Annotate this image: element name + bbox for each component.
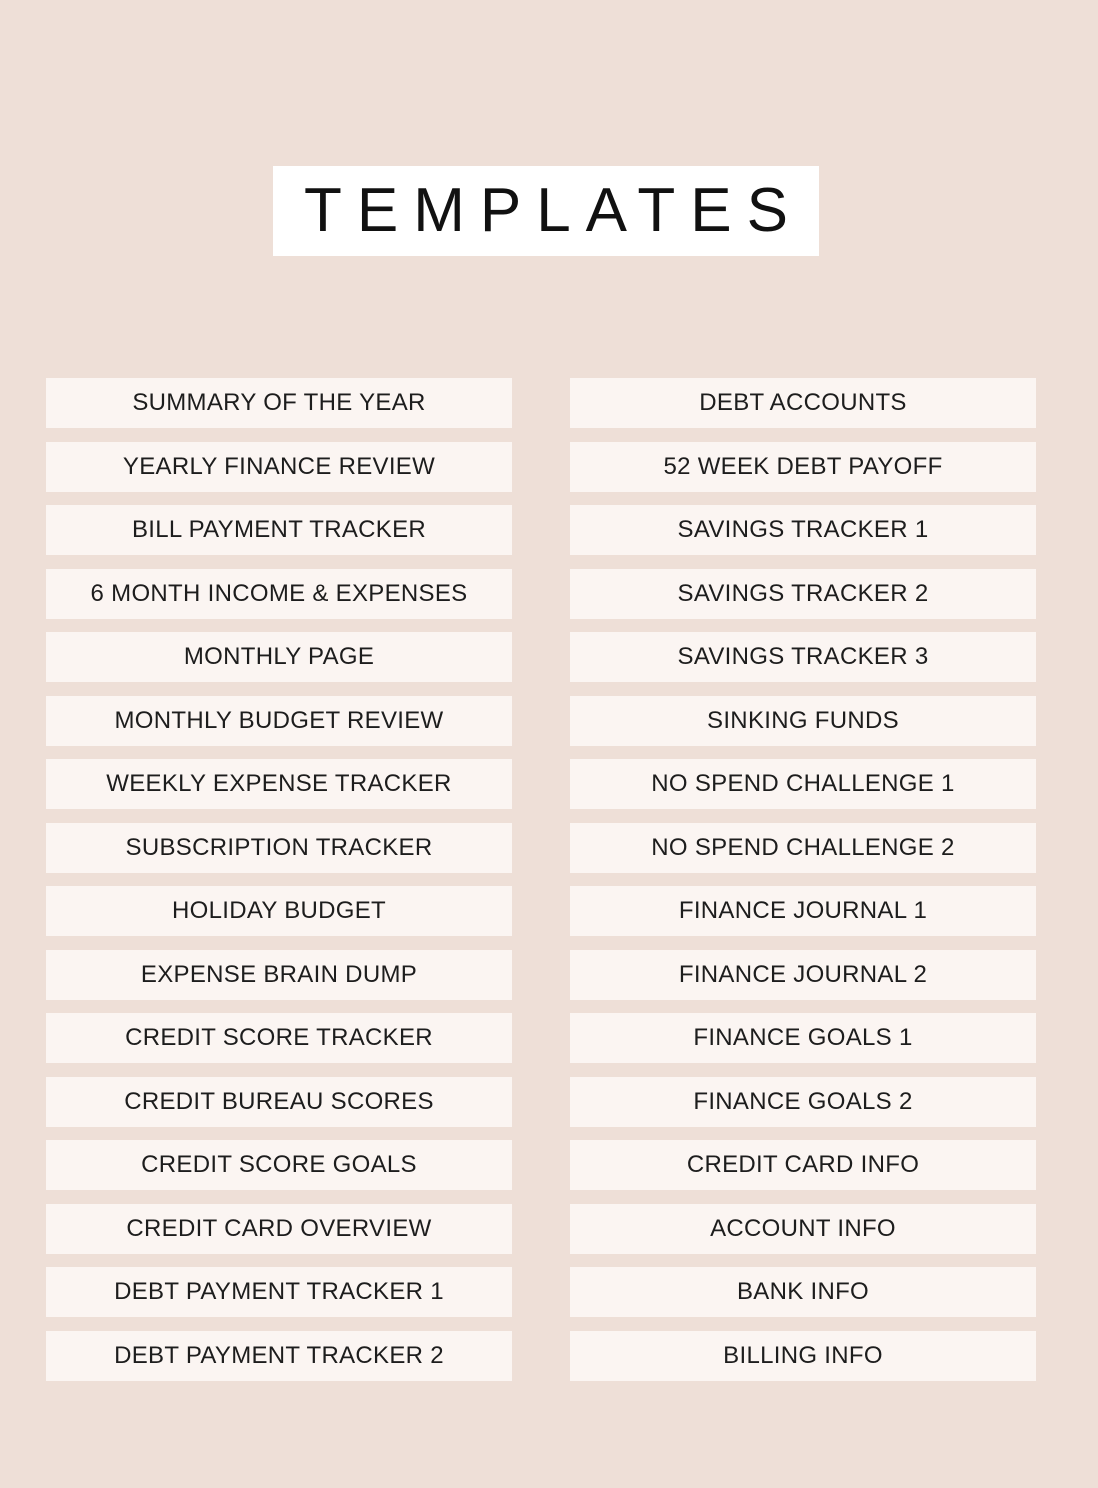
template-item[interactable]: CREDIT SCORE TRACKER (46, 1013, 512, 1063)
template-item[interactable]: CREDIT CARD INFO (570, 1140, 1036, 1190)
template-item[interactable]: FINANCE JOURNAL 1 (570, 886, 1036, 936)
template-item[interactable]: BILLING INFO (570, 1331, 1036, 1381)
template-item[interactable]: SINKING FUNDS (570, 696, 1036, 746)
title-box (273, 166, 819, 256)
template-item[interactable]: FINANCE GOALS 2 (570, 1077, 1036, 1127)
template-item[interactable]: BANK INFO (570, 1267, 1036, 1317)
template-item[interactable]: BILL PAYMENT TRACKER (46, 505, 512, 555)
template-item[interactable]: SAVINGS TRACKER 3 (570, 632, 1036, 682)
template-item[interactable]: DEBT PAYMENT TRACKER 1 (46, 1267, 512, 1317)
template-item[interactable]: HOLIDAY BUDGET (46, 886, 512, 936)
template-item[interactable]: CREDIT BUREAU SCORES (46, 1077, 512, 1127)
template-item[interactable]: WEEKLY EXPENSE TRACKER (46, 759, 512, 809)
template-item[interactable]: SAVINGS TRACKER 2 (570, 569, 1036, 619)
template-item[interactable]: 6 MONTH INCOME & EXPENSES (46, 569, 512, 619)
template-item[interactable]: YEARLY FINANCE REVIEW (46, 442, 512, 492)
template-item[interactable]: FINANCE GOALS 1 (570, 1013, 1036, 1063)
template-item[interactable]: CREDIT SCORE GOALS (46, 1140, 512, 1190)
right-template-list (570, 378, 1036, 1394)
template-item[interactable]: DEBT PAYMENT TRACKER 2 (46, 1331, 512, 1381)
template-item[interactable]: DEBT ACCOUNTS (570, 378, 1036, 428)
template-item[interactable]: MONTHLY BUDGET REVIEW (46, 696, 512, 746)
template-item[interactable]: NO SPEND CHALLENGE 1 (570, 759, 1036, 809)
template-item[interactable]: SUBSCRIPTION TRACKER (46, 823, 512, 873)
template-item[interactable]: CREDIT CARD OVERVIEW (46, 1204, 512, 1254)
template-item[interactable]: SUMMARY OF THE YEAR (46, 378, 512, 428)
page-title: TEMPLATES (303, 176, 804, 245)
template-item[interactable]: 52 WEEK DEBT PAYOFF (570, 442, 1036, 492)
template-item[interactable]: ACCOUNT INFO (570, 1204, 1036, 1254)
template-item[interactable]: NO SPEND CHALLENGE 2 (570, 823, 1036, 873)
template-item[interactable]: EXPENSE BRAIN DUMP (46, 950, 512, 1000)
template-item[interactable]: SAVINGS TRACKER 1 (570, 505, 1036, 555)
template-item[interactable]: MONTHLY PAGE (46, 632, 512, 682)
left-template-list (46, 378, 512, 1394)
template-item[interactable]: FINANCE JOURNAL 2 (570, 950, 1036, 1000)
